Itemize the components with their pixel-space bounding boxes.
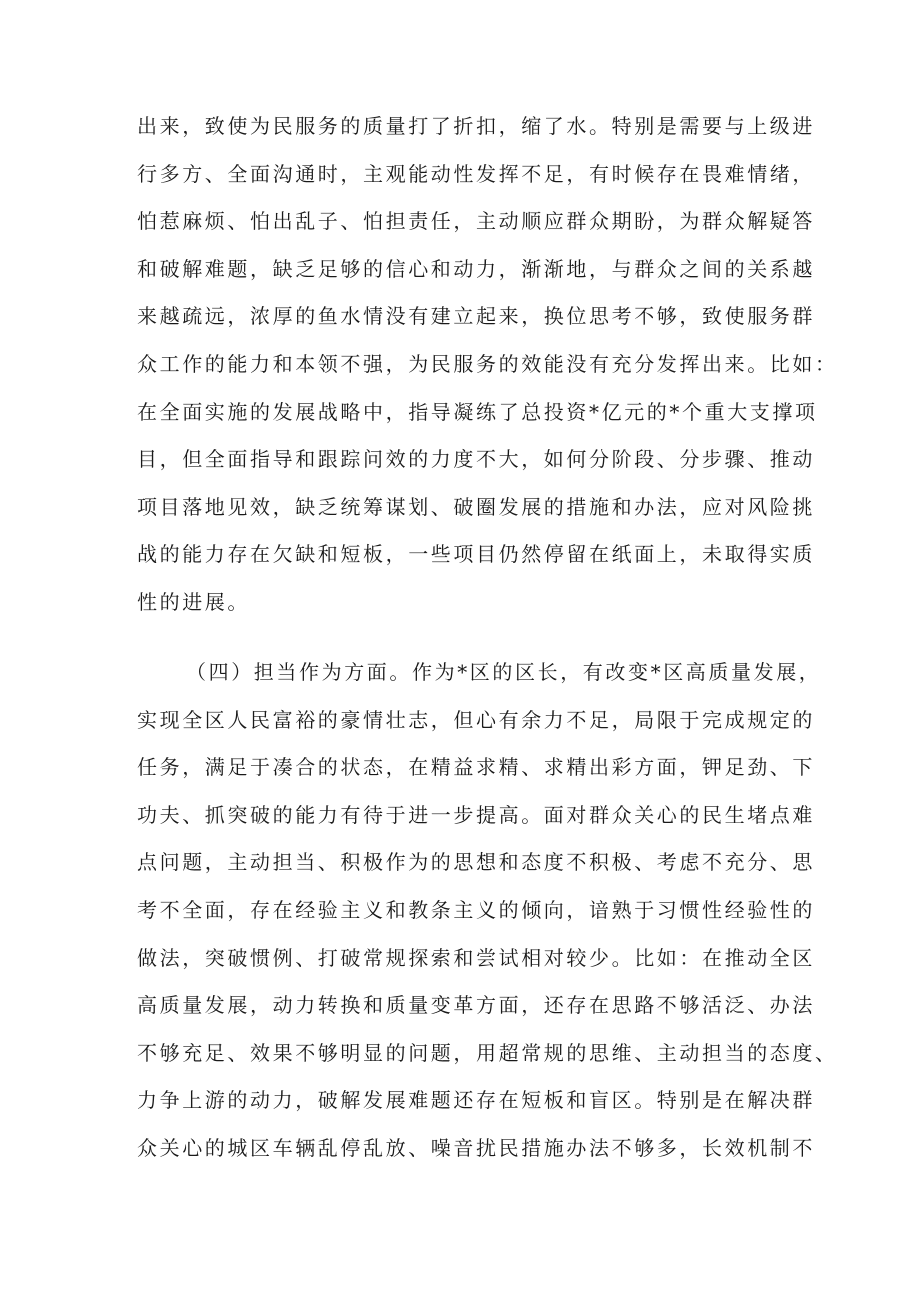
text-line: 战的能力存在欠缺和短板，一些项目仍然停留在纸面上，未取得实质 — [137, 542, 815, 567]
text-line: 行多方、全面沟通时，主观能动性发挥不足，有时候存在畏难情绪， — [137, 161, 815, 186]
text-line: 怕惹麻烦、怕出乱子、怕担责任，主动顺应群众期盼，为群众解疑答 — [137, 209, 815, 234]
text-line: 功夫、抓突破的能力有待于进一步提高。面对群众关心的民生堵点难 — [137, 802, 815, 827]
text-line: 和破解难题，缺乏足够的信心和动力，渐渐地，与群众之间的关系越 — [137, 256, 815, 281]
text-line: 目，但全面指导和跟踪问效的力度不大，如何分阶段、分步骤、推动 — [137, 447, 815, 472]
text-line: 不够充足、效果不够明显的问题，用超常规的思维、主动担当的态度、 — [137, 1040, 838, 1065]
text-line: 点问题，主动担当、积极作为的思想和态度不积极、考虑不充分、思 — [137, 850, 815, 875]
text-line: 任务，满足于凑合的状态，在精益求精、求精出彩方面，钾足劲、下 — [137, 755, 815, 780]
text-line: 做法，突破惯例、打破常规探索和尝试相对较少。比如：在推动全区 — [137, 945, 815, 970]
paragraph-responsibility — [137, 649, 838, 1173]
text-line: 众关心的城区车辆乱停乱放、噪音扰民措施办法不够多，长效机制不 — [137, 1135, 815, 1160]
text-line: 性的进展。 — [137, 589, 250, 614]
text-line: 在全面实施的发展战略中，指导凝练了总投资*亿元的*个重大支撑项 — [137, 399, 818, 424]
text-line: 力争上游的动力，破解发展难题还存在短板和盲区。特别是在解决群 — [137, 1088, 815, 1113]
text-line: 众工作的能力和本领不强，为民服务的效能没有充分发挥出来。比如： — [137, 351, 838, 376]
text-line: 考不全面，存在经验主义和教条主义的倾向，谙熟于习惯性经验性的 — [137, 897, 815, 922]
text-line: 出来，致使为民服务的质量打了折扣，缩了水。特别是需要与上级进 — [137, 114, 815, 138]
paragraph-service-efficiency — [137, 103, 838, 627]
text-line: 高质量发展，动力转换和质量变革方面，还存在思路不够活泛、办法 — [137, 993, 815, 1018]
text-line: 实现全区人民富裕的豪情壮志，但心有余力不足，局限于完成规定的 — [137, 707, 815, 732]
section-heading-line: （四）担当作为方面。作为*区的区长，有改变*区高质量发展， — [186, 660, 822, 684]
text-line: 项目落地见效，缺乏统筹谋划、破圈发展的措施和办法，应对风险挑 — [137, 494, 815, 519]
text-line: 来越疏远，浓厚的鱼水情没有建立起来，换位思考不够，致使服务群 — [137, 304, 815, 329]
